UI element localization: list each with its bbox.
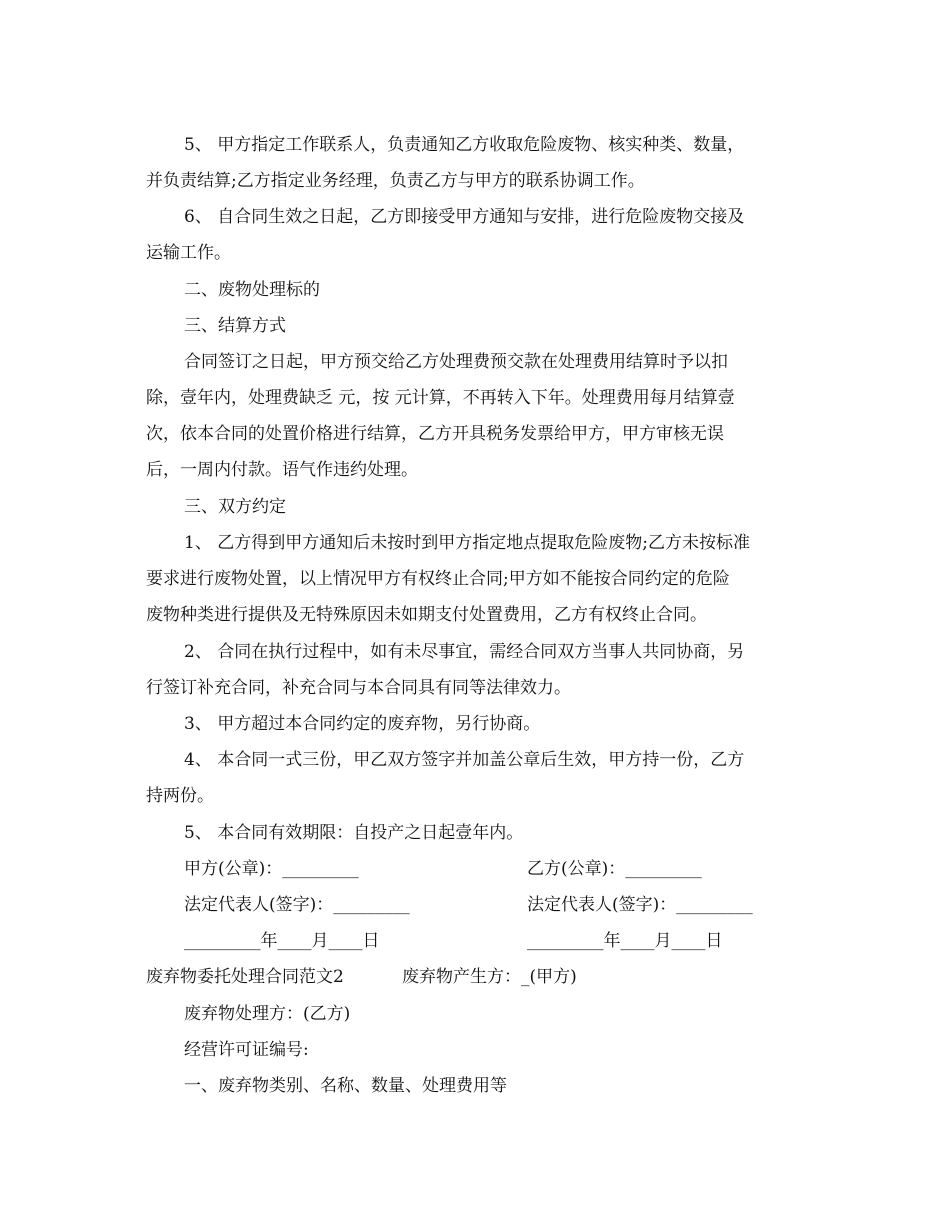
party-b-date-field: _________年____月____日: [527, 931, 723, 951]
text-line: 1、 乙方得到甲方通知后未按时到甲方指定地点提取危险废物;乙方未按标准: [184, 533, 750, 553]
document-title: 废弃物委托处理合同范文2: [146, 967, 344, 987]
license-number-field: 经营许可证编号:: [184, 1040, 309, 1060]
section-heading: 三、双方约定: [184, 497, 286, 517]
party-a-representative-field: 法定代表人(签字)：_________: [184, 895, 410, 915]
waste-processor-field: 废弃物处理方：(乙方): [184, 1004, 351, 1024]
text-line: 要求进行废物处置，以上情况甲方有权终止合同;甲方如不能按合同约定的危险: [146, 569, 730, 589]
text-line: 持两份。: [146, 786, 214, 806]
text-line: 废物种类进行提供及无特殊原因未如期支付处置费用，乙方有权终止合同。: [146, 605, 707, 625]
text-line: 行签订补充合同，补充合同与本合同具有同等法律效力。: [146, 678, 571, 698]
text-line: 次，依本合同的处置价格进行结算，乙方开具税务发票给甲方，甲方审核无误: [146, 424, 724, 444]
section-heading: 三、结算方式: [184, 316, 286, 336]
text-line: 除，壹年内，处理费缺乏 元，按 元计算，不再转入下年。处理费用每月结算壹: [146, 388, 735, 408]
section-heading: 一、废弃物类别、名称、数量、处理费用等: [184, 1076, 507, 1096]
party-a-seal-field: 甲方(公章)：_________: [184, 859, 359, 879]
text-line: 后，一周内付款。语气作违约处理。: [146, 460, 418, 480]
party-b-representative-field: 法定代表人(签字)：_________: [527, 895, 753, 915]
text-line: 运输工作。: [146, 243, 231, 263]
text-line: 4、 本合同一式三份，甲乙双方签字并加盖公章后生效，甲方持一份，乙方: [184, 750, 745, 770]
text-line: 5、 本合同有效期限：自投产之日起壹年内。: [184, 823, 524, 843]
waste-producer-field: 废弃物产生方：_(甲方): [402, 967, 577, 987]
section-heading: 二、废物处理标的: [184, 280, 320, 300]
text-line: 2、 合同在执行过程中，如有未尽事宜，需经合同双方当事人共同协商，另: [184, 642, 745, 662]
text-line: 6、 自合同生效之日起，乙方即接受甲方通知与安排，进行危险废物交接及: [184, 207, 745, 227]
text-line: 5、 甲方指定工作联系人，负责通知乙方收取危险废物、核实种类、数量，: [184, 135, 745, 155]
party-b-seal-field: 乙方(公章)：_________: [527, 859, 702, 879]
text-line: 合同签订之日起，甲方预交给乙方处理费预交款在处理费用结算时予以扣: [184, 352, 728, 372]
text-line: 3、 甲方超过本合同约定的废弃物，另行协商。: [184, 714, 541, 734]
party-a-date-field: _________年____月____日: [184, 931, 380, 951]
text-line: 并负责结算;乙方指定业务经理，负责乙方与甲方的联系协调工作。: [146, 171, 645, 191]
